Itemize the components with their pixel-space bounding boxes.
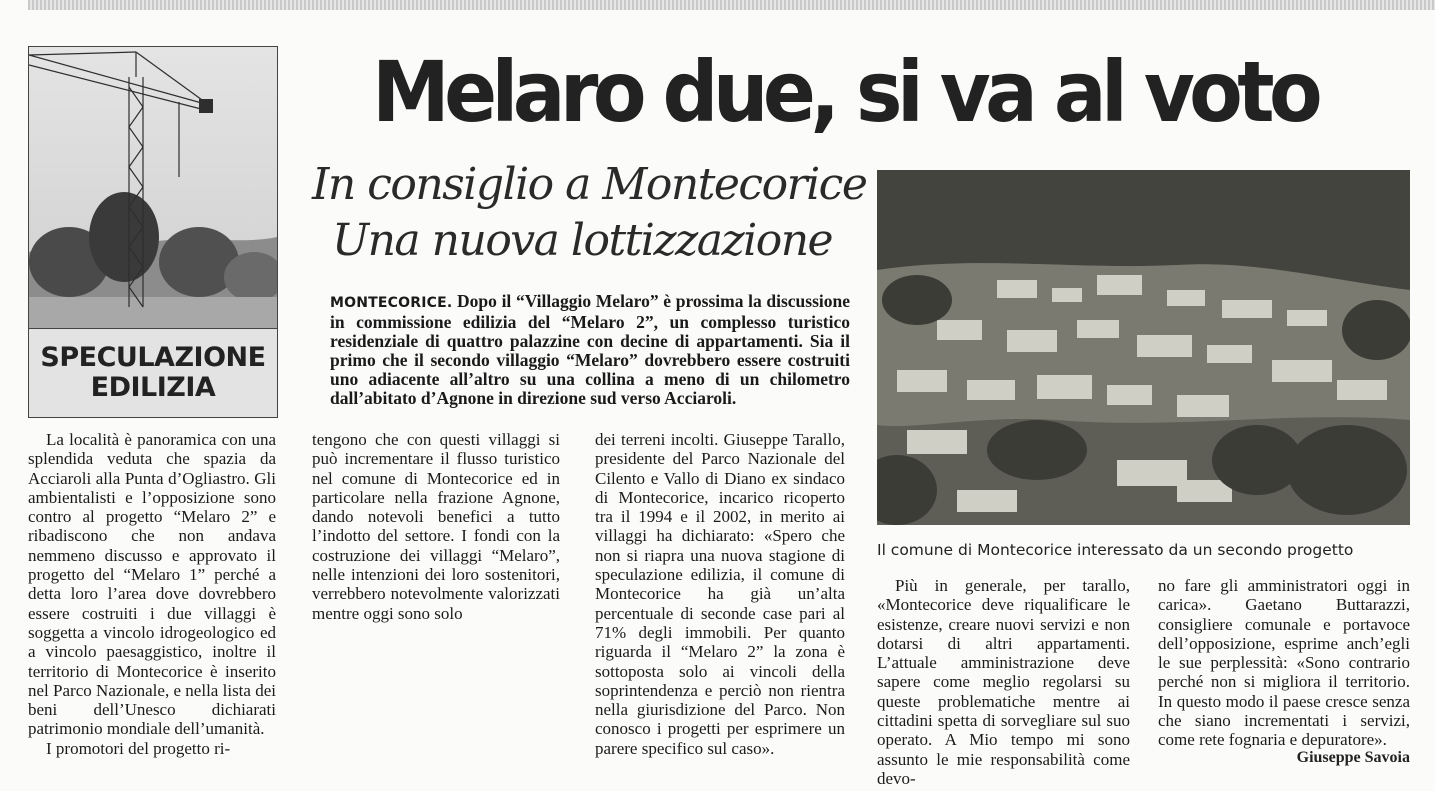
crane-photo: [28, 46, 278, 330]
lead-text: Dopo il “Villaggio Melaro” è prossima la discussione in commissione edilizia del “Melaro 2”, un complesso turistico residenziale di quattro palazzine con decine di appartamenti. Sia il primo che il secondo villaggio “Melaro” dovrebbero essere costruiti uno adiacente all’altro su una collina a meno di un chilometro dall’abitato d’Agnone in direzione sud verso Acciaroli.: [330, 291, 851, 408]
photo-caption: Il comune di Montecorice interessato da un secondo progetto: [877, 541, 1354, 559]
body-column-3: [595, 430, 845, 758]
body-column-1: [28, 430, 276, 758]
town-photo: [877, 170, 1410, 525]
body-col2-text: tengono che con questi villaggi si può incrementare il flusso turistico nel comune di Montecorice ed in particolare nella frazione Agnone, dando notevoli benefici a tutto l’indotto del settore. I fondi con la costruzione dei villaggi “Melaro”, nelle intenzioni dei loro sostenitori, verrebbero notevolmente valorizzati mentre oggi sono solo: [312, 430, 560, 623]
body-col3-text: dei terreni incolti. Giuseppe Tarallo, presidente del Parco Nazionale del Cilento e Vallo di Diano ex sindaco di Montecorice, incarico ricoperto tra il 1994 e il 2002, in merito ai villaggi ha dichiarato: «Spero che non si riapra una nuova stagione di speculazione edilizia, il comune di Montecorice ha già un’alta percentuale di seconde case pari al 71% degli immobili. Per quanto riguarda il “Melaro 2” la zona è sottoposta solo ai vincoli della soprintendenza e perciò non rientra nella giurisdizione del Parco. Non conosco i progetti per esprimere un parere specifico sul caso».: [595, 430, 845, 758]
subheadline-line-1: In consiglio a Montecorice: [312, 159, 867, 210]
crane-image: [29, 47, 277, 329]
subheadline-line-2: Una nuova lottizzazione: [332, 215, 833, 266]
body-col1-paragraph-2: I promotori del progetto ri-: [46, 738, 231, 758]
kicker-box: [28, 328, 278, 418]
page-top-band: [28, 0, 1435, 10]
lead-paragraph: [330, 292, 850, 408]
body-column-5: [1158, 576, 1410, 750]
town-image: [877, 170, 1410, 525]
body-column-4: [877, 576, 1130, 788]
headline: Melaro due, si va al voto: [372, 43, 1318, 141]
kicker-line-1: SPECULAZIONE: [40, 342, 266, 373]
author-byline: Giuseppe Savoia: [1296, 749, 1410, 766]
kicker-line-2: EDILIZIA: [90, 372, 216, 403]
body-column-2: [312, 430, 560, 623]
body-col1-paragraph-1: La località è panoramica con una splendida veduta che spazia da Acciaroli alla Punta d’Ogliastro. Gli ambientalisti e l’opposizione sono contro al progetto “Melaro 2” e ribadiscono che non andava nemmeno discusso e approvato il progetto del “Melaro 1” perché a detta loro l’area dove dovrebbero essere costruiti i due villaggi è soggetta a vincolo idrogeologico ed a vincolo paesaggistico, inoltre il territorio di Montecorice è inserito nel Parco Nazionale, e nella lista dei beni dell’Unesco dichiarati patrimonio mondiale dell’umanità.: [28, 430, 276, 739]
body-col5-text: no fare gli amministratori oggi in carica». Gaetano Buttarazzi, consigliere comunale e portavoce dell’opposizione, esprime anch’egli le sue perplessità: «Sono contrario perché non si migliora il territorio. In questo modo il paese cresce senza che siano incrementati i servizi, come rete fognaria e depuratore».: [1158, 576, 1410, 750]
lead-dateline: MONTECORICE.: [330, 295, 453, 311]
body-col4-text: Più in generale, per tarallo, «Montecorice deve riqualificare le esistenze, creare nuovi servizi e non dotarsi di altri appartamenti. L’attuale amministrazione deve sapere come meglio regolarsi su queste problematiche mentre ai cittadini spetta di sorvegliare sul suo operato. A Mio tempo mi sono assunto le mie responsabilità come devo-: [877, 576, 1130, 788]
